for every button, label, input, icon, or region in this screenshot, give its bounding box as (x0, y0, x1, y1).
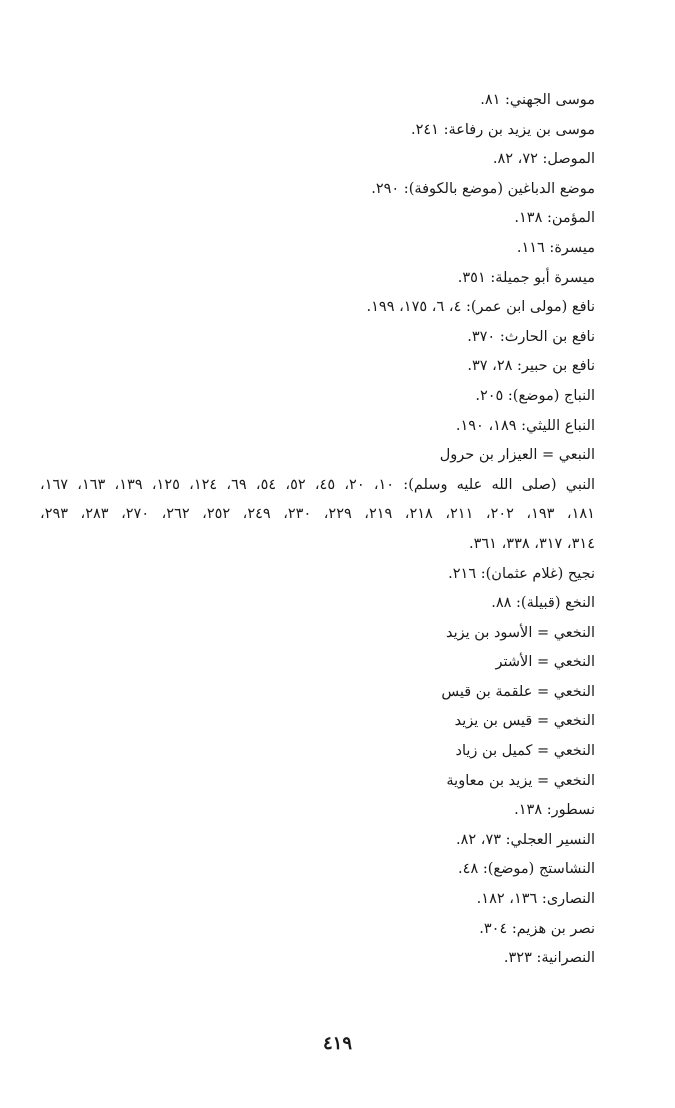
index-entry: النخعي = الأسود بن يزيد (445, 624, 595, 641)
index-entry: النباج (موضع): ٢٠٥. (475, 387, 595, 404)
index-entry: النخعي = قيس بن يزيد (454, 713, 595, 730)
index-entry: النخع (قبيلة): ٨٨. (491, 595, 595, 612)
index-entry: نصر بن هزيم: ٣٠٤. (479, 920, 595, 937)
index-entry: النسير العجلي: ٧٣، ٨٢. (456, 831, 595, 848)
index-entry: موضع الدباغين (موضع بالكوفة): ٢٩٠. (371, 180, 595, 197)
index-entry: موسى بن يزيد بن رفاعة: ٢٤١. (410, 121, 595, 138)
index-entry: النشاستج (موضع): ٤٨. (458, 861, 595, 878)
index-entry: النبي (صلى الله عليه وسلم): ١٠، ٢٠، ٤٥، ٥٢، ٥٤، ٦٩، ١٢٤، ١٢٥، ١٣٩، ١٦٣، ١٦٧، (40, 476, 595, 493)
index-entry: نافع بن حبير: ٢٨، ٣٧. (467, 358, 595, 375)
index-entry: نجيح (غلام عثمان): ٢١٦. (448, 565, 595, 582)
index-entry: الموصل: ٧٢، ٨٢. (492, 151, 595, 168)
index-entry: النخعي = علقمة بن قيس (441, 683, 595, 700)
index-entry: موسى الجهني: ٨١. (480, 92, 595, 108)
index-entry: نافع (مولى ابن عمر): ٤، ٦، ١٧٥، ١٩٩. (366, 299, 595, 316)
index-entry: النصارى: ١٣٦، ١٨٢. (476, 891, 595, 908)
index-entry: ٣١٤، ٣١٧، ٣٣٨، ٣٦١. (469, 535, 595, 552)
page-number: ٤١٩ (322, 1033, 352, 1054)
index-entry: النخعي = يزيد بن معاوية (446, 772, 595, 789)
index-entry: النبعي = العيزار بن حرول (439, 447, 595, 464)
index-entry: نسطور: ١٣٨. (514, 802, 595, 819)
index-entry: النخعي = الأشتر (495, 654, 595, 671)
index-entry: المؤمن: ١٣٨. (514, 210, 595, 227)
index-entry: نافع بن الحارث: ٣٧٠. (467, 328, 595, 345)
index-entry: النخعي = كميل بن زياد (455, 743, 595, 760)
index-entries (40, 86, 595, 974)
index-entry: ميسرة أبو جميلة: ٣٥١. (457, 269, 595, 286)
index-entry: ١٨١، ١٩٣، ٢٠٢، ٢١١، ٢١٨، ٢١٩، ٢٢٩، ٢٣٠، ٢٤٩، ٢٥٢، ٢٦٢، ٢٧٠، ٢٨٣، ٢٩٣، (40, 506, 595, 523)
index-entry: النباع الليثي: ١٨٩، ١٩٠. (455, 417, 595, 434)
index-entry: ميسرة: ١١٦. (516, 239, 595, 256)
index-entry: النصرانية: ٣٢٣. (503, 950, 595, 967)
